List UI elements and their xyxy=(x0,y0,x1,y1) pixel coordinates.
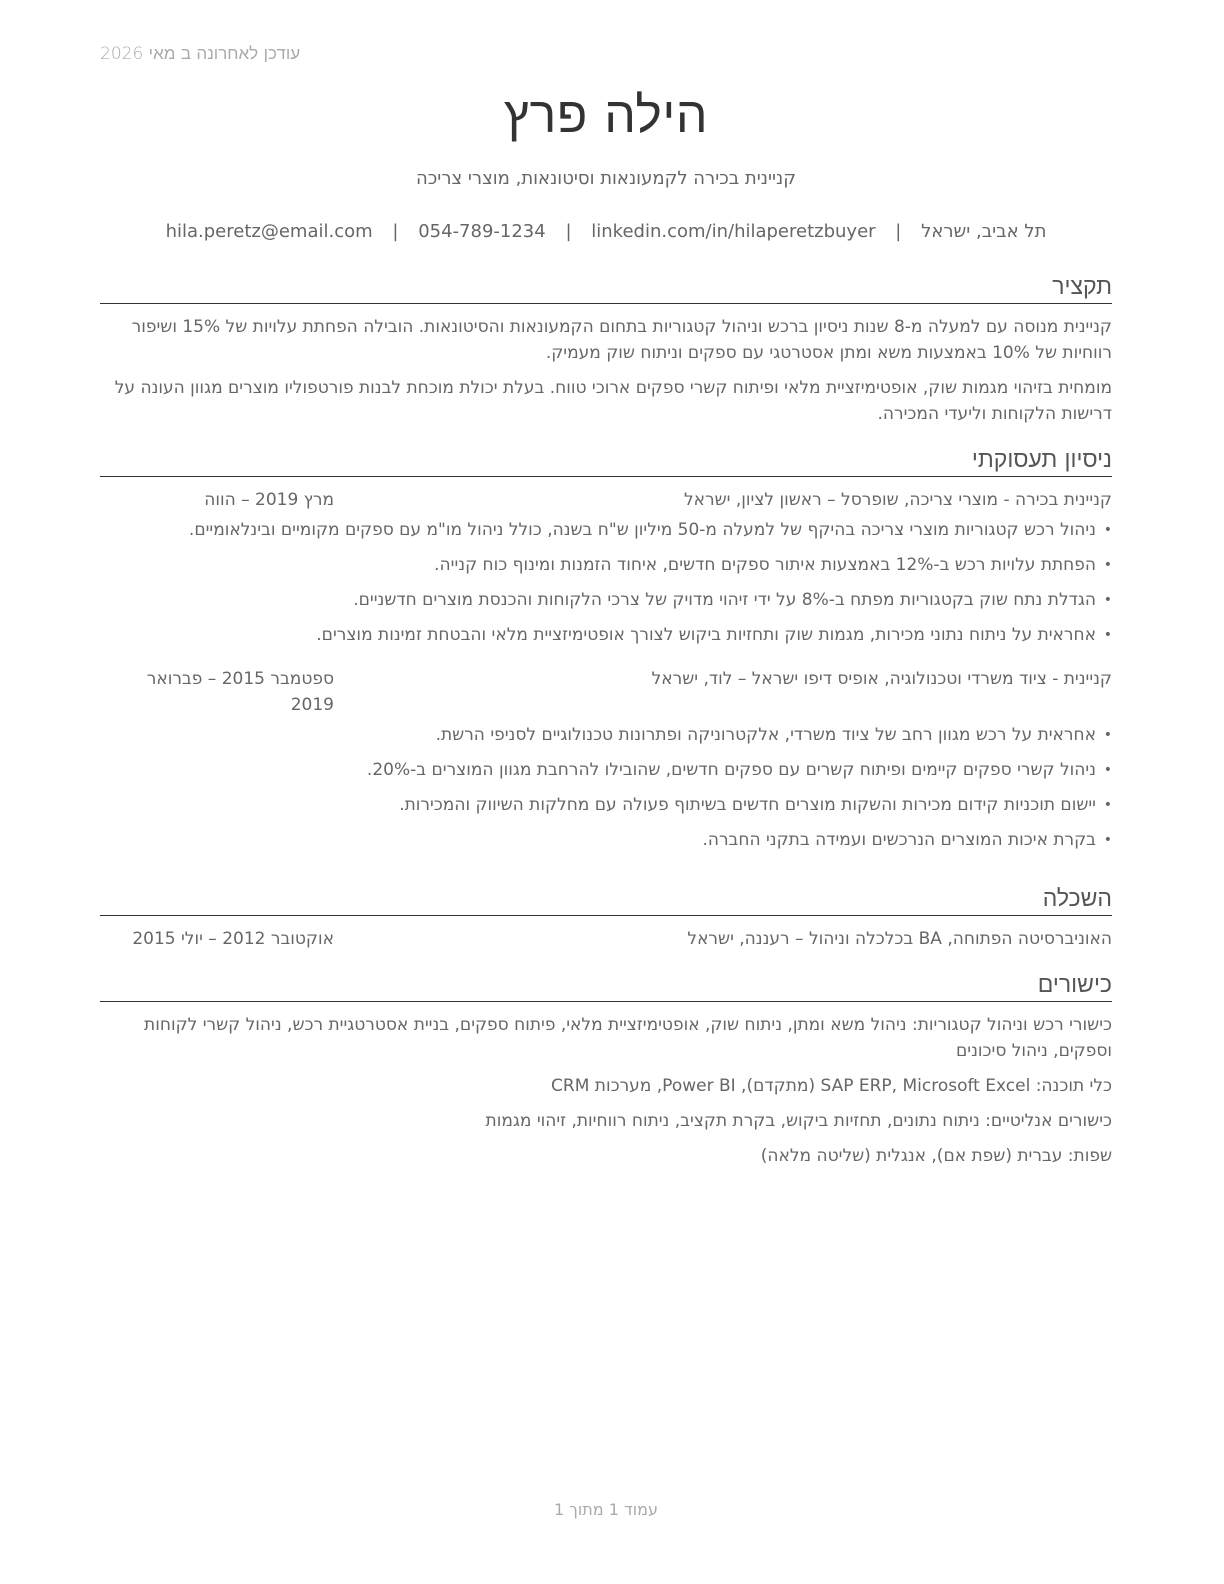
job-bullets xyxy=(100,722,1112,853)
last-updated: עודכן לאחרונה ב מאי 2026 xyxy=(100,44,301,64)
candidate-name: הילה פרץ xyxy=(503,86,709,144)
education-entry xyxy=(100,926,1112,952)
summary-paragraph: מומחית בזיהוי מגמות שוק, אופטימיזציית מלאי ופיתוח קשרי ספקים ארוכי טווח. בעלת יכולת מוכחת לבנות פורטפוליו מוצרים מגוון העונה על דרישות הלקוחות וליעדי המכירה. xyxy=(114,378,1112,424)
contact-separator: | xyxy=(565,221,572,242)
contact-phone[interactable]: 054-789-1234 xyxy=(418,221,546,242)
resume-page xyxy=(100,0,1112,1584)
job-bullet xyxy=(100,827,1112,853)
summary-title: תקציר xyxy=(100,272,1112,304)
job-bullets xyxy=(100,517,1112,648)
bullet-text: ניהול רכש קטגוריות מוצרי צריכה בהיקף של למעלה מ-50 מיליון ש"ח בשנה, כולל ניהול מו"מ עם ספקים מקומיים ובינלאומיים. xyxy=(188,520,1096,540)
education-dates: אוקטובר 2012 – יולי 2015 xyxy=(132,929,334,949)
bullet-text: אחראית על רכש מגוון רחב של ציוד משרדי, אלקטרוניקה ופתרונות טכנולוגיים לסניפי הרשת. xyxy=(435,725,1096,745)
job-dates: ספטמבר 2015 – פברואר 2019 xyxy=(146,669,334,715)
job-entry xyxy=(100,666,1112,853)
bullet-text: הגדלת נתח שוק בקטגוריות מפתח ב-8% על ידי זיהוי מדויק של צרכי הלקוחות והכנסת מוצרים חדשניים. xyxy=(353,590,1096,610)
bullet-icon: • xyxy=(1103,832,1112,848)
skill-line: כלי תוכנה: SAP ERP, Microsoft Excel (מתקדם), Power BI, מערכות CRM xyxy=(551,1076,1112,1096)
summary-paragraph: קניינית מנוסה עם למעלה מ-8 שנות ניסיון ברכש וניהול קטגוריות בתחום הקמעונאות והסיטונאות. הובילה הפחתת עלויות של 15% ושיפור רווחיות של 10% באמצעות משא ומתן אסטרטגי עם ספקים וניתוח שוק מעמיק. xyxy=(131,317,1112,363)
skills-title: כישורים xyxy=(100,970,1112,1002)
bullet-icon: • xyxy=(1103,797,1112,813)
contact-linkedin[interactable]: linkedin.com/in/hilaperetzbuyer xyxy=(591,221,876,242)
education-heading: האוניברסיטה הפתוחה, BA בכלכלה וניהול – רעננה, ישראל xyxy=(687,929,1112,949)
job-entry xyxy=(100,487,1112,648)
education-section xyxy=(100,884,1112,952)
contact-location: תל אביב, ישראל xyxy=(921,221,1047,242)
summary-section xyxy=(100,272,1112,436)
bullet-icon: • xyxy=(1103,727,1112,743)
job-bullet xyxy=(100,517,1112,543)
bullet-text: אחראית על ניתוח נתוני מכירות, מגמות שוק ותחזיות ביקוש לצורך אופטימיזציית מלאי והבטחת זמינות מוצרים. xyxy=(316,625,1096,645)
job-bullet xyxy=(100,792,1112,818)
contact-separator: | xyxy=(895,221,902,242)
job-header xyxy=(100,487,1112,513)
candidate-subtitle: קניינית בכירה לקמעונאות וסיטונאות, מוצרי צריכה xyxy=(416,168,796,189)
job-bullet xyxy=(100,622,1112,648)
bullet-text: הפחתת עלויות רכש ב-12% באמצעות איתור ספקים חדשים, איחוד הזמנות ומינוף כוח קנייה. xyxy=(434,555,1096,575)
contact-email[interactable]: hila.peretz@email.com xyxy=(165,221,373,242)
job-bullet xyxy=(100,722,1112,748)
bullet-icon: • xyxy=(1103,557,1112,573)
education-title: השכלה xyxy=(100,884,1112,916)
bullet-text: בקרת איכות המוצרים הנרכשים ועמידה בתקני החברה. xyxy=(702,830,1096,850)
contact-separator: | xyxy=(392,221,399,242)
experience-title: ניסיון תעסוקתי xyxy=(100,445,1112,477)
skills-section xyxy=(100,970,1112,1178)
skill-line: כישורים אנליטיים: ניתוח נתונים, תחזיות ביקוש, בקרת תקציב, ניתוח רווחיות, זיהוי מגמות xyxy=(485,1111,1112,1131)
job-header xyxy=(100,666,1112,718)
bullet-icon: • xyxy=(1103,627,1112,643)
skill-line: כישורי רכש וניהול קטגוריות: ניהול משא ומתן, ניתוח שוק, אופטימיזציית מלאי, פיתוח ספקים, בניית אסטרטגיית רכש, ניהול קשרי לקוחות וספקים, ניהול סיכונים xyxy=(144,1015,1112,1061)
job-title: קניינית בכירה - מוצרי צריכה, שופרסל – ראשון לציון, ישראל xyxy=(683,490,1112,510)
bullet-icon: • xyxy=(1103,762,1112,778)
bullet-icon: • xyxy=(1103,522,1112,538)
skill-line: שפות: עברית (שפת אם), אנגלית (שליטה מלאה) xyxy=(760,1146,1112,1166)
experience-section xyxy=(100,445,1112,862)
page-number: עמוד 1 מתוך 1 xyxy=(554,1500,658,1519)
contact-line xyxy=(100,221,1112,242)
job-bullet xyxy=(100,587,1112,613)
job-bullet xyxy=(100,552,1112,578)
bullet-text: יישום תוכניות קידום מכירות והשקות מוצרים חדשים בשיתוף פעולה עם מחלקות השיווק והמכירות. xyxy=(399,795,1096,815)
job-bullet xyxy=(100,757,1112,783)
bullet-icon: • xyxy=(1103,592,1112,608)
job-dates: מרץ 2019 – הווה xyxy=(204,490,334,510)
bullet-text: ניהול קשרי ספקים קיימים ופיתוח קשרים עם ספקים חדשים, שהובילו להרחבת מגוון המוצרים ב-20%. xyxy=(366,760,1096,780)
job-title: קניינית - ציוד משרדי וטכנולוגיה, אופיס דיפו ישראל – לוד, ישראל xyxy=(651,669,1112,689)
